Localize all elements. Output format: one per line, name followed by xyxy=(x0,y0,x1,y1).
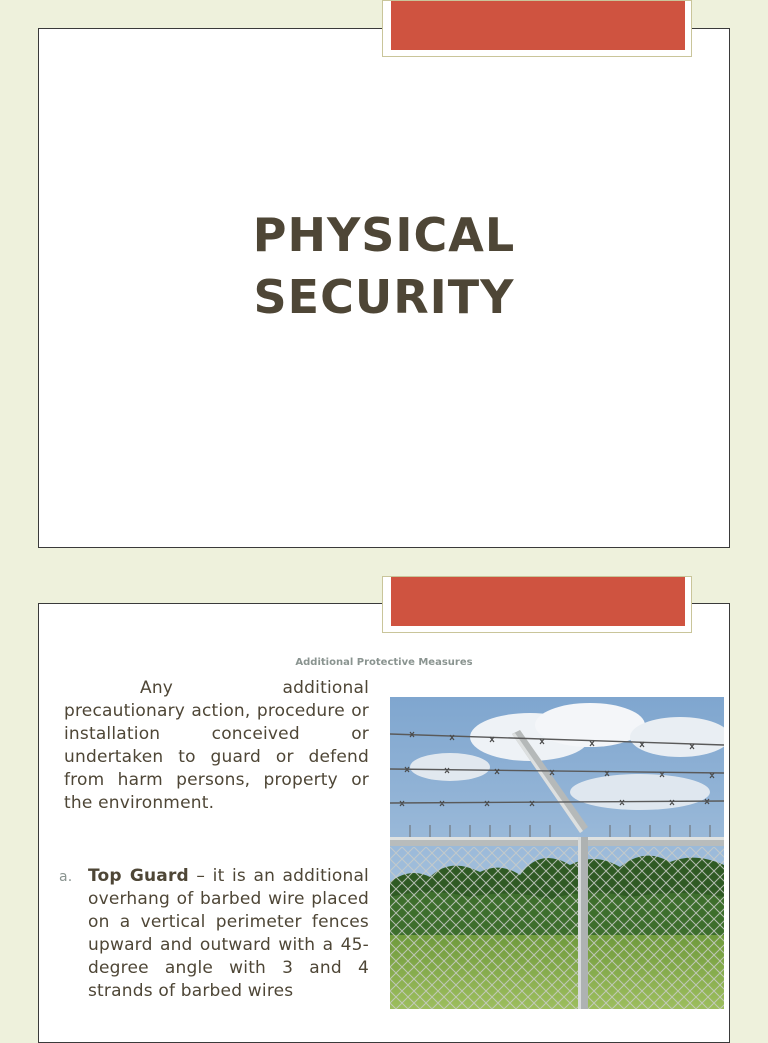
accent-bar xyxy=(391,577,685,626)
slide-2-accent-tab xyxy=(382,576,692,633)
list-marker: a. xyxy=(59,869,73,885)
barbed-wire-fence-photo xyxy=(390,697,724,1009)
slide-subtitle: Additional Protective Measures xyxy=(295,657,473,668)
fence-photo-graphic xyxy=(390,697,724,1009)
list-item-term: Top Guard xyxy=(88,866,189,886)
intro-paragraph: Any additional precautionary action, procedure or installation conceived or undertaken to guard or defend from harm persons, property or the environment. xyxy=(64,678,369,813)
title-line-2: SECURITY xyxy=(253,270,515,324)
slide-1-accent-tab xyxy=(382,0,692,57)
slide-1[interactable] xyxy=(38,28,730,548)
list-item xyxy=(59,865,369,1003)
accent-bar xyxy=(391,1,685,50)
slide-title xyxy=(39,204,729,328)
list-item-description: – it is an additional overhang of barbed wire placed on a vertical perimeter fences upward and outward with a 45-degree angle with 3 and 4 strands of barbed wires xyxy=(88,866,369,1001)
list-item-text xyxy=(88,865,369,1003)
slide-2[interactable] xyxy=(38,603,730,1043)
title-line-1: PHYSICAL xyxy=(252,208,516,262)
